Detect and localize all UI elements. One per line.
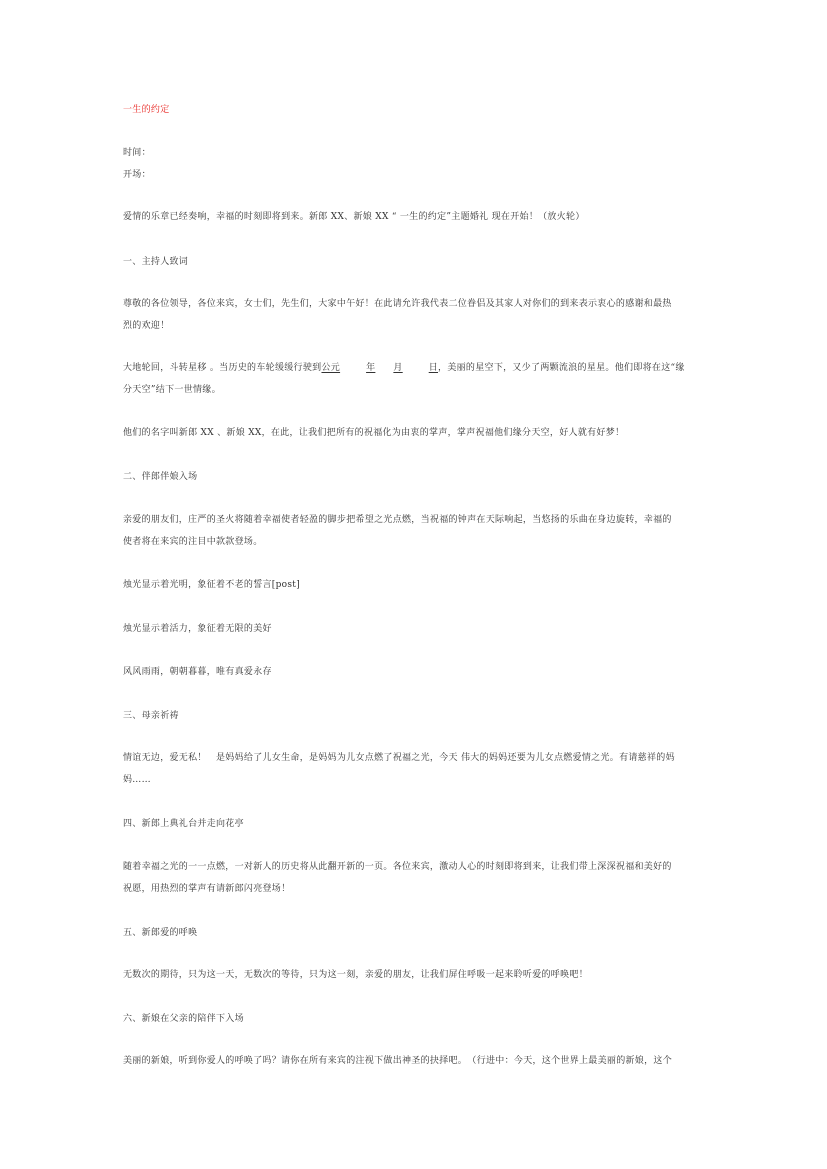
- opening-text: 爱情的乐章已经奏响，幸福的时刻即将到来。新郎 XX、新娘 XX “ 一生的约定”主题婚礼 现在开始！（放火轮）: [123, 212, 585, 222]
- date-blank: [321, 363, 438, 373]
- section-heading-5: 五、新郎爱的呼唤: [123, 928, 198, 938]
- time-label: 时间：: [123, 148, 151, 158]
- section-heading-6: 六、新娘在父亲的陪伴下入场: [123, 1014, 244, 1024]
- paragraph-line: 亲爱的朋友们，庄严的圣火将随着幸福使者轻盈的脚步把希望之光点燃，当祝福的钟声在天际响起，当悠扬的乐曲在身边旋转，幸福的: [123, 515, 672, 525]
- paragraph-line: 随着幸福之光的一一点燃，一对新人的历史将从此翻开新的一页。各位来宾，激动人心的时刻即将到来，让我们带上深深祝福和美好的: [123, 862, 672, 872]
- section-heading-2: 二、伴郎伴娘入场: [123, 472, 198, 482]
- paragraph-line: 妈……: [123, 775, 151, 785]
- paragraph-line: 分天空”结下一世情缘。: [123, 385, 221, 395]
- opening-label: 开场：: [123, 170, 151, 180]
- section-heading-1: 一、主持人致词: [123, 257, 189, 267]
- text-segment: 大地轮回，斗转星移 。当历史的车轮缓缓行驶到: [123, 363, 322, 373]
- paragraph-line-date: [123, 362, 685, 374]
- date-day: 日: [428, 363, 439, 373]
- paragraph-line: 美丽的新娘，听到你爱人的呼唤了吗？请你在所有来宾的注视下做出神圣的抉择吧。 （行进中：今天，这个世界上最美丽的新娘，这个: [123, 1056, 673, 1066]
- paragraph-line: 情谊无边，爱无私！ 是妈妈给了儿女生命，是妈妈为儿女点燃了祝福之光，今天 伟大的妈妈还要为儿女点燃爱情之光。有请慈祥的妈: [123, 753, 675, 763]
- paragraph-line: 烈的欢迎！: [123, 321, 170, 331]
- section-heading-3: 三、母亲祈祷: [123, 711, 179, 721]
- section-heading-4: 四、新郎上典礼台并走向花亭: [123, 819, 244, 829]
- date-year: 年: [366, 363, 376, 373]
- date-month: 月: [393, 363, 403, 373]
- paragraph-line: 祝愿，用热烈的掌声有请新郎闪亮登场！: [123, 884, 291, 894]
- text-segment: ，美丽的星空下，又少了两颗流浪的星星。他们即将在这“缘: [438, 363, 685, 373]
- paragraph-line: 他们的名字叫新郎 XX 、新娘 XX，在此，让我们把所有的祝福化为由衷的掌声，掌声祝福他们缘分天空，好人就有好梦！: [123, 428, 625, 438]
- paragraph-line: 尊敬的各位领导，各位来宾，女士们，先生们，大家中午好！在此请允许我代表二位眷侣及其家人对你们的到来表示衷心的感谢和最热: [123, 299, 672, 309]
- date-era: 公元: [321, 363, 341, 373]
- paragraph-line: 烛光显示着光明，象征着不老的誓言[post]: [123, 580, 301, 590]
- paragraph-line: 无数次的期待，只为这一天，无数次的等待，只为这一刻，亲爱的朋友，让我们屏住呼吸一起来聆听爱的呼唤吧！: [123, 970, 589, 980]
- document-title: 一生的约定: [123, 105, 170, 115]
- paragraph-line: 烛光显示着活力，象征着无限的美好: [123, 624, 272, 634]
- paragraph-line: 风风雨雨，朝朝暮暮，唯有真爱永存: [123, 667, 272, 677]
- paragraph-line: 使者将在来宾的注目中款款登场。: [123, 537, 263, 547]
